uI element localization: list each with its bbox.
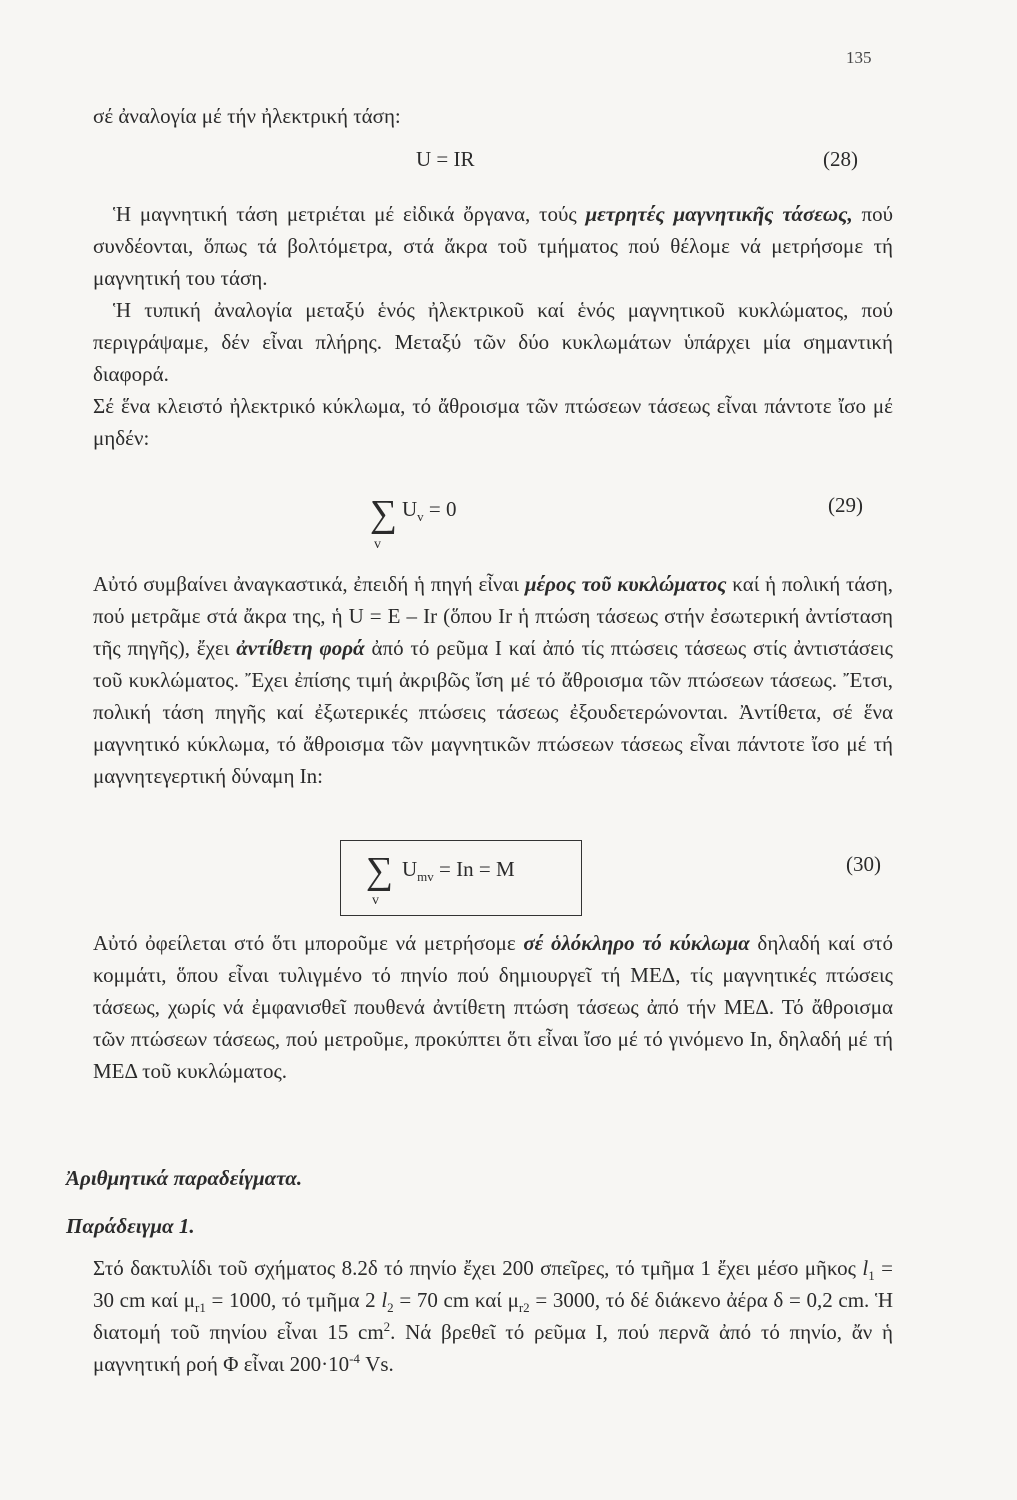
paragraph-1 xyxy=(93,198,893,454)
paragraph-5 xyxy=(93,927,893,1087)
ex1-mu2-sub: r2 xyxy=(518,1300,530,1316)
ex1-l1-sub: 1 xyxy=(868,1268,875,1284)
ex1-l2: l xyxy=(381,1288,388,1312)
equation-29-number: (29) xyxy=(828,493,863,517)
eq30-u: U xyxy=(402,857,418,881)
ex1-t5: = 3000, τό δέ διάκενο ἀέρα δ = 0,2 cm. Ἡ διατομή τοῦ πηνίου εἶναι 15 cm xyxy=(93,1288,893,1344)
equation-28 xyxy=(416,147,475,172)
sigma-symbol: ∑ xyxy=(370,493,398,535)
page-number: 135 xyxy=(846,48,872,67)
paragraph-2: Ἡ τυπική ἀναλογία μεταξύ ἑνός ἠλεκτρικοῦ καί ἑνός μαγνητικοῦ κυκλώματος, πού περιγράψαμε, δέν εἶναι πλήρης. Μεταξύ τῶν δύο κυκλωμάτων ὑπάρχει μία σημαντική διαφορά. xyxy=(93,298,893,386)
eq30-rest: = In = M xyxy=(433,857,515,881)
eq29-rest: = 0 xyxy=(423,497,457,521)
paragraph-3: Σέ ἕνα κλειστό ἠλεκτρικό κύκλωμα, τό ἄθροισμα τῶν πτώσεων τάσεως εἶναι πάντοτε ἴσο μέ μηδέν: xyxy=(93,394,893,450)
para4-bold-1: μέρος τοῦ κυκλώματος xyxy=(524,572,727,596)
ex1-sup2: 2 xyxy=(383,1319,391,1334)
para5-text-b: δηλαδή καί στό κομμάτι, ὅπου εἶναι τυλιγμένο τό πηνίο πού δημιουργεῖ τή ΜΕΔ, τίς μαγνητικές πτώσεις τάσεως, χωρίς νά ἐμφανισθεῖ πουθενά ἀντίθετη πτώση τάσεως ἀπό τήν ΜΕΔ. Τό ἄθροισμα τῶν πτώσεων τάσεως, πού μετροῦμε, προκύπτει ὅτι εἶναι ἴσο μέ τό γινόμενο In, δηλαδή μέ τή ΜΕΔ τοῦ κυκλώματος. xyxy=(93,931,894,1083)
para5-text-a: Αὐτό ὀφείλεται στό ὅτι μποροῦμε νά μετρήσομε xyxy=(93,931,524,955)
ex1-mu1-sub: r1 xyxy=(194,1300,206,1316)
example-1-text xyxy=(93,1252,893,1380)
eq29-sub: v xyxy=(417,509,424,525)
eq30-sub: mv xyxy=(417,869,434,885)
ex1-t4: = 70 cm καί μ xyxy=(393,1288,519,1312)
para1-text-a: Ἡ μαγνητική τάση μετριέται μέ εἰδικά ὄργανα, τούς xyxy=(113,202,586,226)
ex1-l2-sub: 2 xyxy=(387,1300,394,1316)
sigma-index-30: v xyxy=(372,893,379,908)
paragraph-4 xyxy=(93,568,893,792)
section-heading: Ἀριθμητικά παραδείγματα. xyxy=(66,1166,303,1190)
equation-30-expr xyxy=(402,857,515,885)
ex1-t1: Στό δακτυλίδι τοῦ σχήματος 8.2δ τό πηνίο ἔχει 200 σπεῖρες, τό τμῆμα 1 ἔχει μέσο μῆκος xyxy=(93,1256,863,1280)
para5-bold: σέ ὁλόκληρο τό κύκλωμα xyxy=(523,931,750,955)
ex1-t2: = 30 cm καί μ xyxy=(93,1256,893,1312)
ex1-sup-m4: -4 xyxy=(349,1351,360,1366)
equation-29-expr xyxy=(402,497,457,525)
para4-text-b: καί ἡ πολική τάση, πού μετρᾶμε στά ἄκρα της, ἡ U = E – Ir (ὅπου Ir ἡ πτώση τάσεως στήν ἐσωτερική ἀντίσταση τῆς πηγῆς), ἔχει xyxy=(93,572,893,660)
sigma-symbol-30: ∑ xyxy=(366,850,394,892)
ex1-l1: l xyxy=(862,1256,869,1280)
para4-bold-2: ἀντίθετη φορά xyxy=(236,636,365,660)
sigma-index: v xyxy=(374,537,381,552)
intro-text: σέ ἀναλογία μέ τήν ἠλεκτρική τάση: xyxy=(93,104,401,128)
ex1-t3: = 1000, τό τμῆμα 2 xyxy=(205,1288,382,1312)
eq29-u: U xyxy=(402,497,418,521)
example-heading: Παράδειγμα 1. xyxy=(66,1214,195,1238)
equation-28-expr: U = IR xyxy=(416,147,475,171)
equation-28-number: (28) xyxy=(823,147,858,171)
intro-line xyxy=(93,100,893,132)
equation-30-number: (30) xyxy=(846,852,881,876)
para1-bold: μετρητές μαγνητικῆς τάσεως, xyxy=(585,202,853,226)
para4-text-a: Αὐτό συμβαίνει ἀναγκαστικά, ἐπειδή ἡ πηγή εἶναι xyxy=(93,572,525,596)
para4-text-c: ἀπό τό ρεῦμα I καί ἀπό τίς πτώσεις τάσεως στίς ἀντιστάσεις τοῦ κυκλώματος. Ἔχει ἐπίσης τιμή ἀκριβῶς ἴση μέ τό ἄθροισμα τῶν πτώσεων τάσεως. Ἔτσι, πολική τάση πηγῆς καί ἐξωτερικές πτώσεις τάσεως ἐξουδετερώνονται. Ἀντίθετα, σέ ἕνα μαγνητικό κύκλωμα, τό ἄθροισμα τῶν μαγνητικῶν πτώσεων τάσεως εἶναι πάντοτε ἴσο μέ τή μαγνητεγερτική δύναμη In: xyxy=(93,636,893,788)
para1-text-b: πού συνδέονται, ὅπως τά βολτόμετρα, στά ἄκρα τοῦ τμήματος πού θέλομε νά μετρήσομε τή μαγνητική του τάση. xyxy=(93,202,893,290)
ex1-t7: Vs. xyxy=(359,1352,394,1376)
ex1-t6: . Νά βρεθεῖ τό ρεῦμα I, πού περνᾶ ἀπό τό πηνίο, ἄν ἡ μαγνητική ροή Φ εἶναι 200·10 xyxy=(93,1320,893,1376)
